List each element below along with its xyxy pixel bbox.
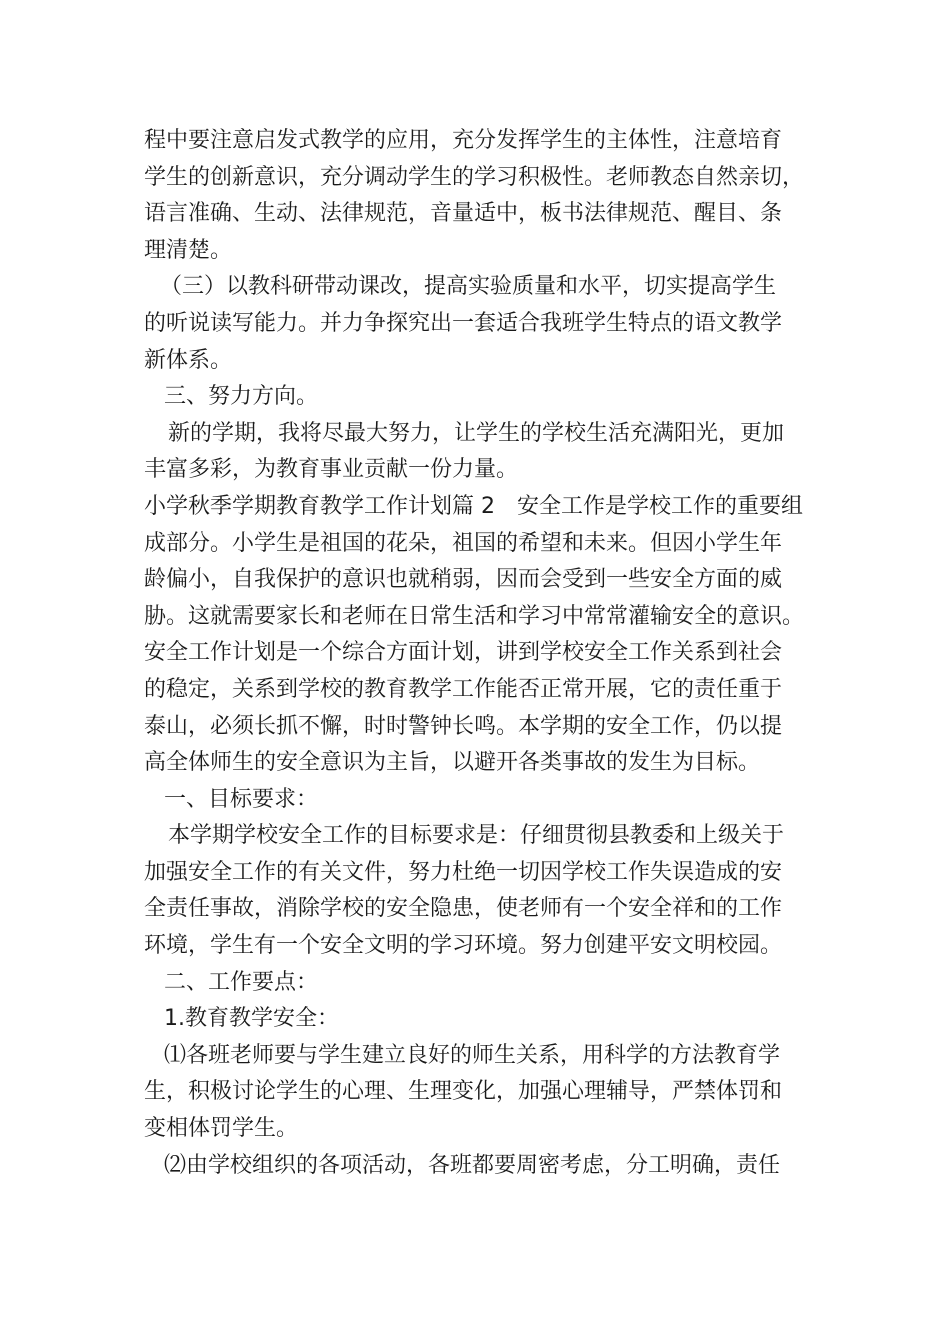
text-line: 生，积极讨论学生的心理、生理变化，加强心理辅导，严禁体罚和 (144, 1079, 783, 1105)
text-line: 语言准确、生动、法律规范，音量适中，板书法律规范、醒目、条 (144, 201, 783, 227)
text-line: 加强安全工作的有关文件，努力杜绝一切因学校工作失误造成的安 (144, 859, 783, 885)
text-line: 程中要注意启发式教学的应用，充分发挥学生的主体性，注意培育 (144, 128, 783, 153)
text-line: （三）以教科研带动课改，提高实验质量和水平，切实提高学生 (160, 274, 777, 300)
text-line: 安全工作计划是一个综合方面计划，讲到学校安全工作关系到社会 (144, 640, 783, 666)
text-line: 的稳定，关系到学校的教育教学工作能否正常开展，它的责任重于 (144, 676, 783, 702)
text-line: 理清楚。 (144, 237, 233, 263)
subsection-heading: 1.教育教学安全： (164, 1006, 339, 1032)
text-line: 新的学期，我将尽最大努力，让学生的学校生活充满阳光，更加 (168, 420, 785, 446)
text-line: 胁。这就需要家长和老师在日常生活和学习中常常灌输安全的意识。 (144, 603, 805, 629)
article-heading-line: 小学秋季学期教育教学工作计划篇 2 安全工作是学校工作的重要组 (144, 493, 803, 519)
text-line: 泰山，必须长抓不懈，时时警钟长鸣。本学期的安全工作，仍以提 (144, 713, 783, 739)
text-line: 学生的创新意识，充分调动学生的学习积极性。老师教态自然亲切， (144, 164, 805, 190)
document-body (144, 123, 824, 1184)
text-line: 新体系。 (144, 347, 233, 373)
text-line: 变相体罚学生。 (144, 1116, 299, 1142)
text-line: 高全体师生的安全意识为主旨，以避开各类事故的发生为目标。 (144, 750, 761, 776)
section-heading: 一、目标要求： (164, 786, 319, 812)
section-heading: 二、工作要点： (164, 969, 319, 995)
text-line: 的听说读写能力。并力争探究出一套适合我班学生特点的语文教学 (144, 310, 783, 336)
text-line: ⑴各班老师要与学生建立良好的师生关系，用科学的方法教育学 (164, 1042, 781, 1068)
text-line: 本学期学校安全工作的目标要求是：仔细贯彻县教委和上级关于 (168, 823, 785, 849)
text-line: ⑵由学校组织的各项活动，各班都要周密考虑，分工明确，责任 (164, 1152, 781, 1178)
section-heading: 三、努力方向。 (164, 384, 319, 410)
text-line: 丰富多彩，为教育事业贡献一份力量。 (144, 457, 519, 483)
text-line: 环境，学生有一个安全文明的学习环境。努力创建平安文明校园。 (144, 933, 783, 959)
text-line: 成部分。小学生是祖国的花朵，祖国的希望和未来。但因小学生年 (144, 530, 783, 556)
text-line: 龄偏小，自我保护的意识也就稍弱，因而会受到一些安全方面的威 (144, 567, 783, 593)
text-line: 全责任事故，消除学校的安全隐患，使老师有一个安全祥和的工作 (144, 896, 783, 922)
